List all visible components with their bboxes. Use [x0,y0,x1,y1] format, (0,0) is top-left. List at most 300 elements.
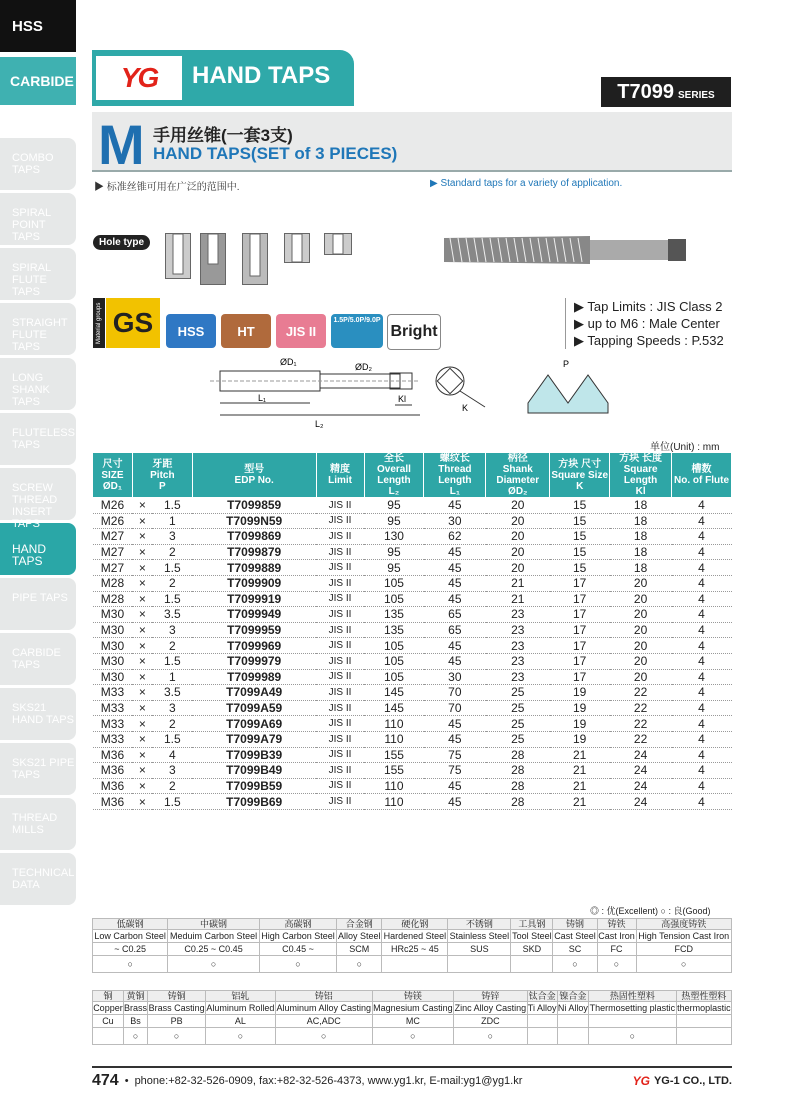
cell-overall-length: 110 [364,794,424,810]
cell-size: M33 [93,716,133,732]
sidebar-item-carbide-taps[interactable]: CARBIDE TAPS [0,633,76,685]
cell-limit: JIS II [316,716,364,732]
cell-size: M33 [93,731,133,747]
diagram-k-label: K [462,403,469,413]
hand-taps-table [92,452,732,810]
col-limit: 精度 Limit [316,453,364,498]
table-row [93,716,732,732]
cell-limit: JIS II [316,498,364,514]
cell-square-length: 20 [610,653,672,669]
cell-square-length: 20 [610,669,672,685]
cell-square-size: 17 [550,669,610,685]
material-en-cell: Ni Alloy [557,1003,588,1013]
table-row [93,700,732,716]
heading-chinese: 手用丝锥(一套3支) [153,126,293,145]
material-en-cell: Ti Alloy [527,1003,557,1013]
cell-shank-diameter: 20 [486,560,550,576]
cell-square-length: 18 [610,529,672,545]
page-footer [92,1066,732,1090]
cell-pitch: 2 [152,544,192,560]
material-code-cell [589,1015,677,1028]
cell-thread-length: 70 [424,700,486,716]
material-en-cell: Alloy Steel [338,931,381,941]
material-code-cell: SC [553,943,597,956]
cell-size: M33 [93,685,133,701]
cell-times: × [132,622,152,638]
cell-pitch: 3 [152,700,192,716]
cell-square-length: 24 [610,778,672,794]
cell-square-length: 22 [610,731,672,747]
cell-times: × [132,653,152,669]
cell-pitch: 1.5 [152,794,192,810]
cell-shank-diameter: 25 [486,685,550,701]
footer-company-name: YG-1 CO., LTD. [653,1075,732,1087]
cell-edp: T7099909 [192,575,316,591]
sidebar-tab-carbide[interactable]: CARBIDE [0,57,76,105]
material-cn-cell: 热塑性塑料 [676,991,731,1002]
hss-badge: HSS [166,314,216,348]
cell-overall-length: 105 [364,653,424,669]
cell-pitch: 1.5 [152,498,192,514]
footer-bullet: • [124,1075,129,1087]
cell-square-size: 15 [550,560,610,576]
material-mark-cell [527,1028,557,1045]
cell-overall-length: 95 [364,560,424,576]
material-code-cell: Bs [123,1015,147,1028]
tap-dimension-diagram [210,355,730,435]
cell-shank-diameter: 28 [486,794,550,810]
cell-limit: JIS II [316,685,364,701]
cell-edp: T7099919 [192,591,316,607]
material-cn-cell: 铸铝 [275,991,372,1002]
cell-square-size: 15 [550,513,610,529]
sidebar-item-screw-thread-insert-taps[interactable]: SCREW THREAD INSERT TAPS [0,468,76,520]
material-en-row [93,930,732,943]
cell-square-length: 24 [610,747,672,763]
description-english: ▶ Standard taps for a variety of application. [430,178,623,189]
material-en-cell: Cast Iron [598,931,635,941]
cell-flutes: 4 [672,513,732,529]
material-cn-row [93,991,732,1002]
material-cn-cell: 硬化钢 [382,919,448,930]
cell-square-length: 20 [610,591,672,607]
cell-flutes: 4 [672,498,732,514]
cell-limit: JIS II [316,607,364,623]
cell-size: M30 [93,669,133,685]
diagram-d2-label: ØD₂ [355,362,372,372]
cell-pitch: 4 [152,747,192,763]
cell-pitch: 1 [152,513,192,529]
yg-logo [96,56,182,100]
material-code-cell: HRc25 ~ 45 [382,943,448,956]
material-groups-label: Material groups [93,298,105,348]
col-overall-length: 全长 Overall Length L₂ [364,453,424,498]
cell-size: M36 [93,763,133,779]
cell-pitch: 1 [152,669,192,685]
cell-size: M33 [93,700,133,716]
cell-limit: JIS II [316,700,364,716]
cell-edp: T7099959 [192,622,316,638]
cell-flutes: 4 [672,747,732,763]
sidebar-item-spiral-flute-taps[interactable]: SPIRAL FLUTE TAPS [0,248,76,300]
cell-flutes: 4 [672,591,732,607]
cell-size: M28 [93,591,133,607]
series-suffix: SERIES [678,89,715,101]
cell-overall-length: 105 [364,575,424,591]
cell-square-length: 18 [610,544,672,560]
material-mark-cell [448,956,511,973]
cell-shank-diameter: 28 [486,763,550,779]
sidebar-item-fluteless-taps[interactable]: FLUTELESS TAPS [0,413,76,465]
material-code-cell [557,1015,588,1028]
cell-size: M28 [93,575,133,591]
thread-type-letter: M [98,113,145,176]
cell-square-length: 20 [610,575,672,591]
cell-square-length: 18 [610,560,672,576]
cell-square-size: 21 [550,747,610,763]
material-code-cell: ZDC [454,1015,527,1028]
cell-shank-diameter: 25 [486,716,550,732]
cell-pitch: 3 [152,529,192,545]
material-mark-cell: ○ [553,956,597,973]
material-en-cell: Cast Steel [554,931,596,941]
cell-flutes: 4 [672,638,732,654]
material-cn-cell: 铸铁 [597,919,636,930]
cell-pitch: 2 [152,778,192,794]
cell-pitch: 3 [152,622,192,638]
cell-flutes: 4 [672,669,732,685]
cell-square-size: 21 [550,763,610,779]
cell-overall-length: 95 [364,544,424,560]
material-en-cell: High Tension Cast Iron [636,930,732,943]
table-body [93,498,732,810]
cell-square-length: 20 [610,638,672,654]
cell-size: M30 [93,653,133,669]
heading-english: HAND TAPS(SET of 3 PIECES) [153,144,398,163]
cell-size: M30 [93,638,133,654]
cell-flutes: 4 [672,560,732,576]
cell-limit: JIS II [316,731,364,747]
material-cn-cell: 铸镁 [372,991,454,1002]
page-title: HAND TAPS [192,62,331,89]
material-mark-cell: ○ [636,956,732,973]
cell-overall-length: 105 [364,669,424,685]
sidebar-item-thread-mills[interactable]: THREAD MILLS [0,798,76,850]
sidebar-item-long-shank-taps[interactable]: LONG SHANK TAPS [0,358,76,410]
table-row [93,560,732,576]
limit-jis-class: ▶ Tap Limits : JIS Class 2 [574,299,723,314]
cell-overall-length: 95 [364,513,424,529]
material-code-cell: ~ C0.25 [93,943,168,956]
hand-tap-image [440,228,690,272]
cell-limit: JIS II [316,747,364,763]
material-code-cell: SKD [511,943,553,956]
sidebar-item-technical-data[interactable]: TECHNICAL DATA [0,853,76,905]
cell-overall-length: 95 [364,498,424,514]
material-cn-cell: 铸铜 [148,991,206,1002]
diagram-kl-label: Kl [398,394,407,404]
cell-shank-diameter: 21 [486,591,550,607]
material-code-cell: SCM [337,943,382,956]
material-cn-cell: 合金钢 [337,919,382,930]
cell-edp: T7099A49 [192,685,316,701]
material-en-cell: Aluminum Rolled [206,1003,275,1013]
cell-edp: T7099B59 [192,778,316,794]
cell-square-size: 15 [550,544,610,560]
cell-size: M27 [93,544,133,560]
cell-square-size: 15 [550,498,610,514]
cell-shank-diameter: 20 [486,513,550,529]
sidebar-item-sks21-pipe-taps[interactable]: SKS21 PIPE TAPS [0,743,76,795]
cell-thread-length: 45 [424,778,486,794]
cell-shank-diameter: 25 [486,700,550,716]
cell-thread-length: 30 [424,669,486,685]
table-row [93,638,732,654]
cell-overall-length: 110 [364,778,424,794]
cell-shank-diameter: 21 [486,575,550,591]
cell-thread-length: 45 [424,560,486,576]
cell-size: M30 [93,622,133,638]
sidebar-item-hand-taps[interactable]: HAND TAPS [0,523,76,575]
material-mark-cell [676,1028,731,1045]
cell-limit: JIS II [316,763,364,779]
material-cn-cell: 工具钢 [511,919,553,930]
sidebar-tab-hss[interactable]: HSS [0,0,76,52]
cell-overall-length: 145 [364,700,424,716]
material-en-cell: Hardened Steel [383,931,447,941]
cell-square-size: 21 [550,794,610,810]
sidebar-item-spiral-point-taps[interactable]: SPIRAL POINT TAPS [0,193,76,245]
cell-times: × [132,669,152,685]
material-en-cell: Meduim Carbon Steel [168,930,259,943]
material-en-cell: Low Carbon Steel [94,931,166,941]
ht-badge: HT [221,314,271,348]
cell-times: × [132,575,152,591]
material-en-cell: thermoplastic [677,1003,731,1013]
material-mark-cell [93,1028,124,1045]
cell-flutes: 4 [672,763,732,779]
cell-size: M36 [93,794,133,810]
cell-pitch: 1.5 [152,560,192,576]
material-mark-cell: ○ [337,956,382,973]
col-flutes: 槽数 No. of Flute [672,453,732,498]
cell-thread-length: 45 [424,716,486,732]
cell-flutes: 4 [672,622,732,638]
col-square-size: 方块 尺寸 Square Size K [550,453,610,498]
cell-square-length: 22 [610,685,672,701]
cell-times: × [132,685,152,701]
material-en-cell: Magnesium Casting [373,1003,453,1013]
cell-thread-length: 45 [424,638,486,654]
footer-logo: YG [632,1074,650,1088]
material-code-cell [527,1015,557,1028]
material-code-cell: SUS [448,943,511,956]
cell-size: M30 [93,607,133,623]
cell-limit: JIS II [316,638,364,654]
cell-thread-length: 45 [424,498,486,514]
cell-edp: T7099949 [192,607,316,623]
hole-blind-icon [200,233,226,285]
cell-shank-diameter: 20 [486,544,550,560]
cell-thread-length: 45 [424,653,486,669]
cell-overall-length: 105 [364,638,424,654]
material-cn-cell: 高碳钢 [259,919,336,930]
cell-limit: JIS II [316,513,364,529]
cell-square-size: 17 [550,622,610,638]
material-en-cell: Brass [124,1003,148,1013]
col-square-length: 方块 长度 Square Length Kl [610,453,672,498]
cell-thread-length: 45 [424,575,486,591]
cell-thread-length: 65 [424,607,486,623]
gs-badge: GS [106,298,160,348]
cell-flutes: 4 [672,794,732,810]
cell-shank-diameter: 23 [486,653,550,669]
limit-male-center: ▶ up to M6 : Male Center [574,316,720,331]
table-row [93,498,732,514]
cell-edp: T7099969 [192,638,316,654]
cell-square-length: 22 [610,716,672,732]
table-row [93,544,732,560]
cell-edp: T7099B49 [192,763,316,779]
cell-square-size: 17 [550,638,610,654]
cell-shank-diameter: 28 [486,747,550,763]
cell-shank-diameter: 20 [486,529,550,545]
material-mark-cell [557,1028,588,1045]
table-row [93,669,732,685]
cell-square-size: 17 [550,591,610,607]
cell-times: × [132,544,152,560]
material-mark-cell: ○ [597,956,636,973]
cell-overall-length: 130 [364,529,424,545]
material-code-cell: AC,ADC [275,1015,372,1028]
cell-thread-length: 65 [424,622,486,638]
material-cn-cell: 不锈钢 [448,919,511,930]
sidebar [0,0,76,1120]
sidebar-item-straight-flute-taps[interactable]: STRAIGHT FLUTE TAPS [0,303,76,355]
cell-flutes: 4 [672,544,732,560]
cell-pitch: 2 [152,638,192,654]
material-cn-cell: 低碳钢 [93,919,168,930]
cell-square-size: 17 [550,575,610,591]
cell-size: M27 [93,529,133,545]
material-code-cell: C0.25 ~ C0.45 [168,943,259,956]
cell-square-length: 20 [610,607,672,623]
col-shank-diameter: 柄径 Shank Diameter ØD₂ [486,453,550,498]
material-code-cell: PB [148,1015,206,1028]
cell-pitch: 1.5 [152,591,192,607]
diagram-l2-label: L₂ [315,419,324,429]
cell-square-size: 19 [550,731,610,747]
material-mark-row [93,1028,732,1045]
table-row [93,591,732,607]
material-mark-cell: ○ [148,1028,206,1045]
cell-times: × [132,513,152,529]
material-en-cell: Brass Casting [148,1003,205,1013]
cell-square-size: 19 [550,716,610,732]
sidebar-item-combo-taps[interactable]: COMBO TAPS [0,138,76,190]
cell-times: × [132,498,152,514]
cell-edp: T7099859 [192,498,316,514]
table-row [93,513,732,529]
cell-times: × [132,529,152,545]
table-row [93,622,732,638]
cell-limit: JIS II [316,653,364,669]
cell-thread-length: 30 [424,513,486,529]
material-code-cell: MC [372,1015,454,1028]
material-cn-row [93,919,732,930]
material-mark-cell [511,956,553,973]
cell-times: × [132,607,152,623]
material-en-cell: Zinc Alloy Casting [454,1003,527,1013]
cell-size: M36 [93,747,133,763]
table-row [93,685,732,701]
material-code-cell: FCD [636,943,732,956]
material-mark-cell: ○ [275,1028,372,1045]
table-row [93,763,732,779]
cell-pitch: 1.5 [152,731,192,747]
material-en-cell: Tool Steel [512,931,552,941]
cell-thread-length: 75 [424,763,486,779]
cell-flutes: 4 [672,607,732,623]
cell-times: × [132,778,152,794]
hole-shallow-icon [284,233,310,263]
cell-edp: T7099B39 [192,747,316,763]
cell-edp: T7099869 [192,529,316,545]
table-row [93,653,732,669]
material-cn-cell: 热固性塑料 [589,991,677,1002]
material-table-ferrous [92,918,732,973]
cell-thread-length: 62 [424,529,486,545]
cell-shank-diameter: 20 [486,498,550,514]
table-row [93,778,732,794]
material-code-cell: FC [597,943,636,956]
jis-badge: JIS II [276,314,326,348]
rating-legend: ◎ : 优(Excellent) ○ : 良(Good) [590,906,711,916]
sidebar-item-sks21-hand-taps[interactable]: SKS21 HAND TAPS [0,688,76,740]
pitch-badge: 1.5P/5.0P/9.0P [331,314,383,348]
tap-limits [565,298,740,349]
cell-thread-length: 45 [424,731,486,747]
cell-times: × [132,763,152,779]
cell-pitch: 2 [152,716,192,732]
cell-edp: T7099989 [192,669,316,685]
cell-flutes: 4 [672,653,732,669]
cell-square-size: 19 [550,685,610,701]
hole-type-label: Hole type [93,235,150,250]
cell-flutes: 4 [672,575,732,591]
material-mark-cell [382,956,448,973]
unit-label: 单位(Unit) : mm [650,442,720,453]
cell-edp: T7099979 [192,653,316,669]
cell-times: × [132,747,152,763]
bright-finish-badge: Bright [387,314,441,350]
material-cn-cell: 镍合金 [557,991,588,1002]
cell-edp: T7099889 [192,560,316,576]
page-number: 474 [92,1072,119,1089]
cell-limit: JIS II [316,778,364,794]
cell-times: × [132,731,152,747]
cell-edp: T7099B69 [192,794,316,810]
cell-limit: JIS II [316,529,364,545]
material-en-row [93,1002,732,1015]
cell-flutes: 4 [672,716,732,732]
cell-size: M36 [93,778,133,794]
cell-shank-diameter: 23 [486,638,550,654]
sidebar-item-pipe-taps[interactable]: PIPE TAPS [0,578,76,630]
cell-times: × [132,794,152,810]
cell-thread-length: 45 [424,544,486,560]
cell-overall-length: 155 [364,763,424,779]
